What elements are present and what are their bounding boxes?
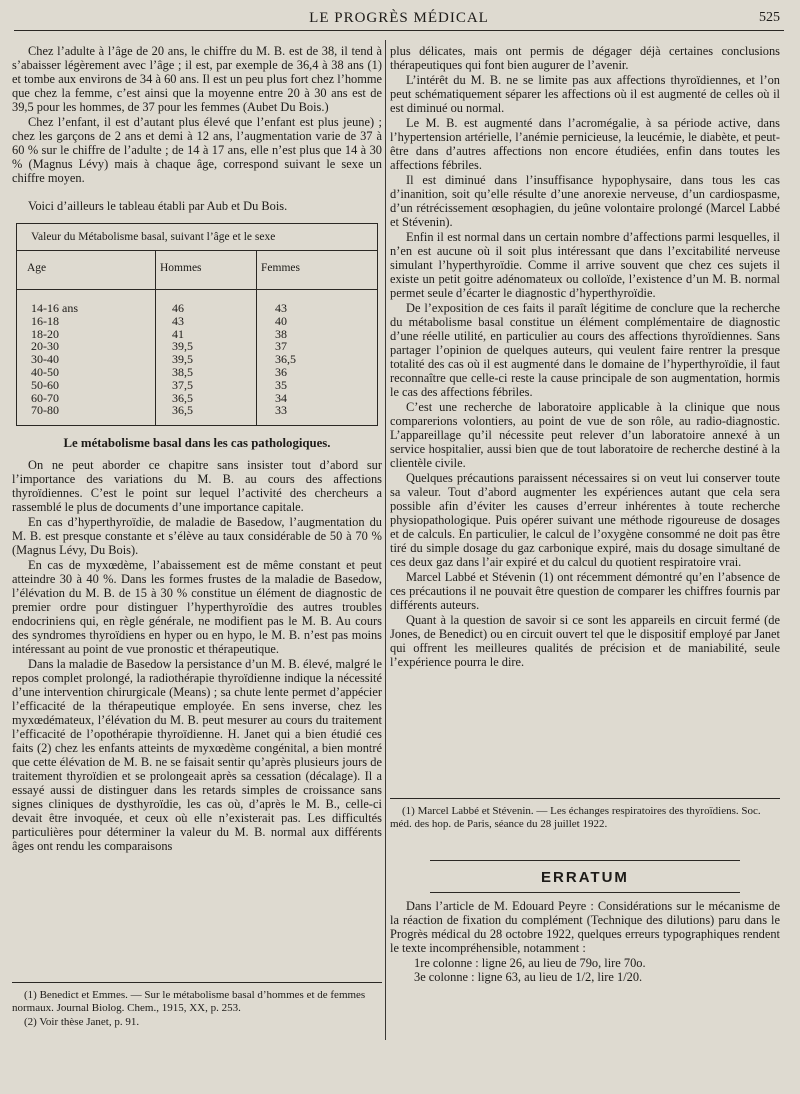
paragraph: Le M. B. est augmenté dans l’acromégalie, à sa période active, dans l’hypertension artérielle, l’anémie pernicieuse, la leucémie, le diabète, et peut-être dans d’autres affections non encore étudiées, enfin dans toutes les affections fébriles. [390,116,780,172]
journal-title: LE PROGRÈS MÉDICAL [309,10,489,26]
page-number: 525 [759,10,780,25]
table-title: Valeur du Métabolisme basal, suivant l’âge et le sexe [17,224,378,251]
paragraph: L’intérêt du M. B. ne se limite pas aux affections thyroïdiennes, et l’on peut schématiquement séparer les affections où il est augmenté de celles où il est diminué ou normal. [390,73,780,115]
column-divider [385,40,386,1040]
table-row: 60-70 36,5 34 [17,392,378,405]
paragraph: En cas de myxœdème, l’abaissement est de même constant et peut atteindre 30 à 40 %. Dans les formes frustes de la maladie de Basedow, l’élévation du M. B. de 15 à 30 % constitue un élément de diagnostic de premier ordre pour distinguer l’hyperthyroïdie des autres troubles endocriniens qui, en règle générale, ne modifient pas le M. B. Au cours des syndromes thyroïdiens en hyper ou en hypo, le M. B. n’est pas moins intéressant au point de vue pronostic et thérapeutique. [12,558,382,657]
paragraph: En cas d’hyperthyroïdie, de maladie de Basedow, l’augmentation du M. B. est presque constante et s’élève au taux considérable de 50 à 70 % (Magnus Lévy, Du Bois). [12,515,382,558]
paragraph: Marcel Labbé et Stévenin (1) ont récemment démontré qu’en l’absence de ces précautions il ne pouvait être question de comparer les chiffres fournis par différents auteurs. [390,570,780,612]
divider [430,892,740,893]
erratum-text: Dans l’article de M. Edouard Peyre : Considérations sur le mécanisme de la réaction de fixation du complément (Technique des dilutions) paru dans le Progrès médical du 28 octobre 1922, quelques erreurs typographiques rendent le texte incompréhensible, notamment : [390,899,780,955]
table-row: 30-40 39,5 36,5 [17,353,378,366]
erratum-section [390,860,780,984]
metabolism-table [16,223,378,426]
left-footnotes [12,982,382,1030]
left-column [12,44,382,854]
erratum-body [390,899,780,984]
table-intro: Voici d’ailleurs le tableau établi par Aub et Du Bois. [28,199,288,213]
paragraph: Chez l’adulte à l’âge de 20 ans, le chiffre du M. B. est de 38, il tend à s’abaisser légèrement avec l’âge ; il est, par exemple de 36,4 à 38 ans (1) et tombe aux environs de 34 à 60 ans. Il est un peu plus fort chez l’homme que chez la femme, c’est ainsi que la moyenne entre 20 à 30 ans est de 39,5 pour les hommes, de 37 pour les femmes (Aubet Du Bois.) [12,44,382,114]
erratum-line: 1re colonne : ligne 26, au lieu de 79o, lire 70o. [414,956,646,970]
paragraph: Il est diminué dans l’insuffisance hypophysaire, dans tous les cas d’inanition, soit qu’elle résulte d’une anorexie nerveuse, d’un cardiospasme, d’un rétrécissement œsophagien, du jeûne volontaire prolongé (Marcel Labbé et Stévenin). [390,173,780,229]
table-header-age: Age [17,251,156,290]
paragraph: C’est une recherche de laboratoire applicable à la clinique que nous comparerions volontiers, au point de vue de son rôle, au radio-diagnostic. L’appareillage qu’il nécessite peut relever d’un laboratoire annexé à un service hospitalier, aussi bien que de tout laboratoire de recherche destiné à la clientèle civile. [390,400,780,470]
divider [430,860,740,861]
paragraph: De l’exposition de ces faits il paraît légitime de conclure que la recherche du métabolisme basal constitue un élément complémentaire de diagnostic d’une réelle utilité, en particulier au cours des affections thyroïdiennes. Sans partager l’opinion de quelques auteurs, qui veulent faire rentrer la presque totalité des cas où il est augmenté dans le domaine de l’hyperthyroïdie, il faut reconnaître que celle-ci reste la cause principale de son augmentation, hormis le cas des affections fébriles. [390,301,780,399]
page-header [14,8,784,31]
right-footnotes [390,798,780,832]
erratum-line: 3e colonne : ligne 63, au lieu de 1/2, lire 1/20. [414,970,643,984]
table-row: 50-60 37,5 35 [17,379,378,392]
footnote: (2) Voir thèse Janet, p. 91. [24,1016,140,1028]
paragraph: On ne peut aborder ce chapitre sans insister tout d’abord sur l’importance des variations du M. B. au cours des affections thyroïdiennes. C’est le point sur lequel l’activité des chercheurs a rassemblé le plus de documents d’une importance capitale. [12,458,382,515]
paragraph: plus délicates, mais ont permis de dégager déjà certaines conclusions thérapeutiques qui font bien augurer de l’avenir. [390,44,780,72]
table-header-men: Hommes [156,251,257,290]
paragraph: Chez l’enfant, il est d’autant plus élevé que l’enfant est plus jeune) ; chez les garçons de 2 ans et demi à 12 ans, l’augmentation varie de 37 à 60 % sur le chiffre de l’adulte ; de 14 à 17 ans, elle n’est plus que 14 à 30 % (Magnus Lévy) mais à chaque âge, correspond suivant le sexe un chiffre moyen. [12,115,382,185]
table-header-women: Femmes [257,251,378,290]
table-row: 70-80 36,5 33 [17,404,378,417]
table-row: 20-30 39,5 37 [17,340,378,353]
table-row: 18-20 41 38 [17,328,378,341]
table-row: 16-18 43 40 [17,315,378,328]
table-row: 40-50 38,5 36 [17,366,378,379]
paragraph: Dans la maladie de Basedow la persistance d’un M. B. élevé, malgré le repos complet prolongé, la radiothérapie thyroïdienne indique la nécessité d’une intervention chirurgicale (Means) ; sa chute lente permet d’appécier l’efficacité de la thérapeutique employée. En sens inverse, chez les myxœdémateux, l’élévation du M. B. peut mesurer au cours du traitement l’efficacité de l’opothérapie thyroïdienne. H. Janet qui a bien étudié ces faits (2) chez les enfants atteints de myxœdème congénital, a bien montré que cette élévation de M. B. ne se faisait sentir qu’après plusieurs jours de traitement thyroïdien et se prolongeait après sa cessation (décalage). Il a essayé aussi de distinguer dans les retards simples de croissance sans signes cliniques de dysthyroïdie, les cas où, d’après le M. B., celle-ci devait être invoquée, et ceux où elle n’existerait pas. Les difficultés particulières pour déterminer la valeur du M. B. normal aux différents âges ont rendu les comparaisons [12,657,382,854]
right-column [390,44,780,670]
section-heading: Le métabolisme basal dans les cas pathologiques. [63,436,331,451]
erratum-title: ERRATUM [541,869,629,886]
table-row: 14-16 ans 46 43 [17,302,378,315]
footnote: (1) Benedict et Emmes. — Sur le métabolisme basal d’hommes et de femmes normaux. Journal Biolog. Chem., 1915, XX, p. 253. [12,989,366,1014]
footnote: (1) Marcel Labbé et Stévenin. — Les échanges respiratoires des thyroïdiens. Soc. méd. des hop. de Paris, séance du 28 juillet 1922. [390,805,761,830]
paragraph: Quant à la question de savoir si ce sont les appareils en circuit fermé (de Jones, de Benedict) ou en circuit ouvert tel que le dispositif employé par Janet qui offrent les meilleures qualités de précision et de maniabilité, seule l’expérience pourra le dire. [390,613,780,669]
paragraph: Quelques précautions paraissent nécessaires si on veut lui conserver toute sa valeur. Tout d’abord augmenter les expériences autant que cela sera possible afin d’éviter les causes d’erreur inhérentes à toute recherche physiopathologique. Puis opérer suivant une méthode rigoureuse de dosages et de calculs. En particulier, le calcul de l’oxygène consommé ne doit pas être tiré du simple dosage du gaz carbonique expiré, mais du dosage simultané de ces deux gaz dans l’air expiré et du calcul du quotient respiratoire vrai. [390,471,780,569]
paragraph: Enfin il est normal dans un certain nombre d’affections parmi lesquelles, il n’en est aucune où il soit plus intéressant que dans l’excitabilité nerveuse simulant l’hyperthyroïdie. Comme il arrive souvent que chez ces sujets il existe un petit goitre adénomateux ou colloïde, l’existence d’un M. B. normal permet seule d’écarter le diagnostic d’hyperthyroïdie. [390,230,780,300]
